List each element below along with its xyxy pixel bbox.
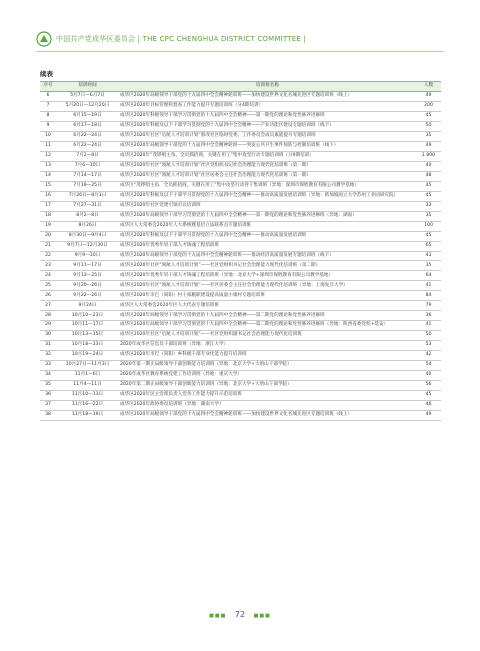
table-row	[40, 281, 441, 291]
cell-name: 成华区2020年民主党派负责人党务工作能力提升示范培训班	[119, 391, 416, 401]
cell-time: 5月7日—6月7日	[56, 92, 119, 102]
cell-name: 成华区2020年社区“启航人才培训计划”蓉改社区临时党委、工作委员会成员素能提升专题培训班	[119, 131, 416, 141]
cell-count: 43	[416, 251, 441, 261]
cell-time: 10月19—24日	[56, 351, 119, 361]
cell-time: 10月10—23日	[56, 311, 119, 321]
cell-name: 成华区2020年局级领导干部学习贯彻党的十九届四中全会精神——第二期党的理论和党性修养进修班（异地：陕西省委党校+延安）	[119, 321, 416, 331]
cell-name: 成华区2020年优秀年轻干部人才铸魂工程培训班	[119, 241, 416, 251]
cell-time: 6月22—24日	[56, 141, 119, 151]
cell-name: 成华区2020年局级领导干部学习贯彻党的十九届四中全会精神——第二期党的理论和党性修养进修班	[119, 311, 416, 321]
cell-no: 6	[40, 92, 56, 102]
cell-count: 33	[416, 201, 441, 211]
cell-time: 6月17—18日	[56, 121, 119, 131]
column-header-count: 人数	[416, 82, 441, 92]
cell-no: 34	[40, 371, 56, 381]
cell-no: 22	[40, 251, 56, 261]
cell-no: 18	[40, 211, 56, 221]
table-row	[40, 301, 441, 311]
cell-no: 23	[40, 261, 56, 271]
table-row	[40, 231, 441, 241]
table-row	[40, 321, 441, 331]
cell-name: 成华区2020年社区“领航人才培训计划”——社区居委会主任社会治理能力现代化培训班（异地：上海复旦大学）	[119, 281, 416, 291]
cell-time: 9月24日	[56, 301, 119, 311]
cell-no: 20	[40, 231, 56, 241]
cell-name: 成华区2020年市巴（简阳）乡科级干部专业化能力提升培训班	[119, 351, 416, 361]
cell-no: 11	[40, 141, 56, 151]
cell-count: 50	[416, 121, 441, 131]
cell-count: 56	[416, 381, 441, 391]
cell-no: 21	[40, 241, 56, 251]
table-row	[40, 101, 441, 111]
cell-time: 7月27—31日	[56, 201, 119, 211]
cell-time: 8月26日	[56, 221, 119, 231]
cell-count: 54	[416, 361, 441, 371]
cell-count: 45	[416, 111, 441, 121]
column-header-time: 培训时间	[56, 82, 119, 92]
cell-name: 成华区2020年社区“启航人才培训计划”——社区党组织副书记社会治理能力现代化培训班	[119, 331, 416, 341]
cell-name: 成华区2020年局级领导干部党的十九届四中全会精神轮训——突发公共卫生事件预防与控制培训班（线下）	[119, 141, 416, 151]
cell-count: 40	[416, 371, 441, 381]
table-row	[40, 161, 441, 171]
cell-time: 8月2—8日	[56, 211, 119, 221]
cell-name: 成华区2020年科级领导干部学习贯彻党的十九届四中全会精神——第一期党的理论和党性修养进修班	[119, 111, 416, 121]
cell-no: 14	[40, 171, 56, 181]
page-footer	[0, 610, 480, 619]
cell-name: 成华区2020年市巴（简阳）村干部履职建设提高质量小康村专题培训班	[119, 291, 416, 301]
table-row	[40, 311, 441, 321]
cell-name: 2020年第二期正局级领导干部创新能力培训班（异地：北京大学+大别山干部学院）	[119, 381, 416, 391]
cell-name: 成华区人大常委会2020年人大系统暨基层立法联系点专题培训班	[119, 221, 416, 231]
cell-time: 9月13—25日	[56, 271, 119, 281]
cell-count: 1 800	[416, 151, 441, 161]
cell-count: 79	[416, 301, 441, 311]
cell-count: 49	[416, 141, 441, 151]
cell-time: 6月15—19日	[56, 111, 119, 121]
cell-time: 9月7日—12月30日	[56, 241, 119, 251]
cell-time: 10月11—17日	[56, 321, 119, 331]
cell-name: 成华区2020年科级及以下干部学习贯彻党的十九届四中全会精神——产业功能区建设专题培训班（线下）	[119, 121, 416, 131]
cell-count: 46	[416, 401, 441, 411]
cell-no: 10	[40, 131, 56, 141]
cell-count: 42	[416, 351, 441, 361]
cell-time: 11月10—13日	[56, 391, 119, 401]
cell-time: 5月20日—12月20日	[56, 101, 119, 111]
cell-name: 成华区2020年局级领导干部党的十九届四中全会精神轮训班——加快建设世界文化名城先进区专题培训班（线上）	[119, 92, 416, 102]
cell-no: 8	[40, 111, 56, 121]
cell-time: 9月22—26日	[56, 291, 119, 301]
table-row	[40, 221, 441, 231]
cell-name: 成华区2020年政协委员培训班（异地：湖南大学）	[119, 401, 416, 411]
training-table	[40, 81, 441, 421]
cell-no: 27	[40, 301, 56, 311]
table-row	[40, 391, 441, 401]
cell-no: 15	[40, 181, 56, 191]
cell-count: 41	[416, 321, 441, 331]
cell-no: 35	[40, 381, 56, 391]
cell-no: 37	[40, 401, 56, 411]
cell-count: 100	[416, 221, 441, 231]
footer-ornament-right-icon: ■■■	[253, 613, 271, 619]
cell-name: 成华区2020年优秀年轻干部人才铸魂工程培训班（异地：北京大学+深圳市保胜教育有限公司教学基地）	[119, 271, 416, 281]
table-row	[40, 171, 441, 181]
cell-time: 7月14—17日	[56, 171, 119, 181]
cell-no: 24	[40, 271, 56, 281]
page-header	[36, 31, 306, 47]
cell-no: 32	[40, 351, 56, 361]
table-row	[40, 181, 441, 191]
cell-count: 45	[416, 391, 441, 401]
cell-count: 45	[416, 231, 441, 241]
cell-name: 2020年成华区教育系统党建工作培训班（异地：重庆大学）	[119, 371, 416, 381]
cell-count: 35	[416, 261, 441, 271]
table-row	[40, 191, 441, 201]
cell-count: 36	[416, 311, 441, 321]
cell-name: 成华区2020年社区党建引领市议培训班	[119, 201, 416, 211]
cell-no: 9	[40, 121, 56, 131]
cell-time: 10月27日—11月3日	[56, 361, 119, 371]
cell-count: 64	[416, 271, 441, 281]
cell-count: 35	[416, 131, 441, 141]
cell-time: 9月9—10日	[56, 251, 119, 261]
cell-name: 成华区2020年局级领导干部党的十九届四中全会精神轮训班——推动经济高质量发展专题培训班（线下）	[119, 251, 416, 261]
cell-no: 36	[40, 391, 56, 401]
cell-time: 11月16—22日	[56, 401, 119, 411]
table-row	[40, 381, 441, 391]
cell-name: 2020年成华区信息员干部培训班（异地：浙江大学）	[119, 341, 416, 351]
cell-name: 成华区2020年社区“领航人才培训计划”——社区党组织书记社会治理能力现代化培训班（第二期）	[119, 261, 416, 271]
footer-ornament-left-icon: ■■■	[209, 613, 227, 619]
cell-count: 48	[416, 171, 441, 181]
cell-no: 33	[40, 361, 56, 371]
cell-name: 成华区人大常委会2020年区人大代表专题培训班	[119, 301, 416, 311]
cell-no: 26	[40, 291, 56, 301]
cell-name: 2020年第一期正局级领导干部创新能力培训班（异地：北京大学+大别山干部学院）	[119, 361, 416, 371]
cell-count: 45	[416, 191, 441, 201]
cell-count: 200	[416, 101, 441, 111]
cell-name: 成华区2020年科级及以下干部学习贯彻党的十九届四中全会精神——推动高质量发展培训班	[119, 231, 416, 241]
cell-time: 7月26日—8月1日	[56, 191, 119, 201]
column-header-name: 培训班名称	[119, 82, 416, 92]
page-number: 72	[234, 610, 246, 619]
party-emblem-icon	[36, 31, 52, 47]
cell-count: 40	[416, 161, 441, 171]
table-row	[40, 141, 441, 151]
cell-time: 10月13—15日	[56, 331, 119, 341]
cell-time: 9月11—17日	[56, 261, 119, 271]
cell-time: 8月30日—9月4日	[56, 231, 119, 241]
cell-no: 13	[40, 161, 56, 171]
cell-time: 11月1—6日	[56, 371, 119, 381]
table-row	[40, 241, 441, 251]
table-row	[40, 121, 441, 131]
cell-name: 成华区2020年局级领导干部学习贯彻党的十九届四中全会精神——第一期党的理论和党性修养进修班（异地：湖南）	[119, 211, 416, 221]
cell-count: 53	[416, 341, 441, 351]
cell-name: 成华区2020年局级领导干部党的十九届四中全会精神轮训班——加快建设世界文化名城先进区专题培训班（线上）	[119, 411, 416, 421]
cell-count: 50	[416, 331, 441, 341]
table-row	[40, 251, 441, 261]
cell-no: 30	[40, 331, 56, 341]
cell-count: 41	[416, 281, 441, 291]
cell-no: 28	[40, 311, 56, 321]
column-header-no: 序号	[40, 82, 56, 92]
cell-time: 11月18—19日	[56, 411, 119, 421]
table-row	[40, 201, 441, 211]
cell-name: 成华区2020年社区“领航人才培训计划”社区居委会主任社会治理能力现代化培训班（第一期）	[119, 171, 416, 181]
cell-name: 成华区2020年科级及以下干部学习贯彻党的十九届四中全会精神——推动高质量发展培训班（异地：新加坡国立大学苏州工业园研究院）	[119, 191, 416, 201]
cell-no: 31	[40, 341, 56, 351]
cell-no: 16	[40, 191, 56, 201]
continued-label: 续表	[40, 70, 53, 78]
table-body	[40, 92, 441, 421]
table-row	[40, 92, 441, 102]
cell-time: 10月18—23日	[56, 341, 119, 351]
cell-no: 38	[40, 411, 56, 421]
table-row	[40, 371, 441, 381]
cell-count: 35	[416, 211, 441, 221]
table-row	[40, 211, 441, 221]
cell-time: 6月22—24日	[56, 131, 119, 141]
cell-count: 65	[416, 241, 441, 251]
table-row	[40, 331, 441, 341]
cell-name: 成华区“茂铧唱主角，全员抓招商，关键在用工”集中攻坚行动骨干集训班（异地：深圳市保胜教育有限公司教学基地）	[119, 181, 416, 191]
cell-time: 7月19—25日	[56, 181, 119, 191]
header-title: 中国共产党成华区委员会 | THE CPC CHENGHUA DISTRICT COMMITTEE |	[56, 35, 306, 43]
cell-name: 成华区2020年社区“领航人才培训计划”社区党组织书记社会治理能力现代化培训班（第一期）	[119, 161, 416, 171]
cell-no: 7	[40, 101, 56, 111]
cell-name: 成华区2020年“茂铧唱主角、全员抓招商，关键在用工”集中攻坚行动专题培训班（分9期培训）	[119, 151, 416, 161]
header-divider	[36, 51, 444, 52]
cell-no: 19	[40, 221, 56, 231]
table-row	[40, 351, 441, 361]
table-header-row	[40, 82, 441, 92]
table-row	[40, 111, 441, 121]
cell-time: 7月2—8日	[56, 151, 119, 161]
cell-no: 29	[40, 321, 56, 331]
training-table-wrap	[40, 81, 441, 421]
table-row	[40, 151, 441, 161]
cell-time: 11月4—11日	[56, 381, 119, 391]
table-row	[40, 291, 441, 301]
table-row	[40, 131, 441, 141]
cell-no: 17	[40, 201, 56, 211]
cell-time: 9月20—26日	[56, 281, 119, 291]
table-row	[40, 261, 441, 271]
cell-no: 12	[40, 151, 56, 161]
cell-count: 49	[416, 411, 441, 421]
table-row	[40, 411, 441, 421]
cell-time: 7月6—10日	[56, 161, 119, 171]
table-row	[40, 341, 441, 351]
table-row	[40, 271, 441, 281]
cell-count: 49	[416, 92, 441, 102]
cell-count: 84	[416, 291, 441, 301]
table-row	[40, 401, 441, 411]
cell-no: 25	[40, 281, 56, 291]
cell-name: 成华区2020年目标管理和督查工作能力提升专题培训班（分4期培训）	[119, 101, 416, 111]
table-row	[40, 361, 441, 371]
cell-count: 45	[416, 181, 441, 191]
